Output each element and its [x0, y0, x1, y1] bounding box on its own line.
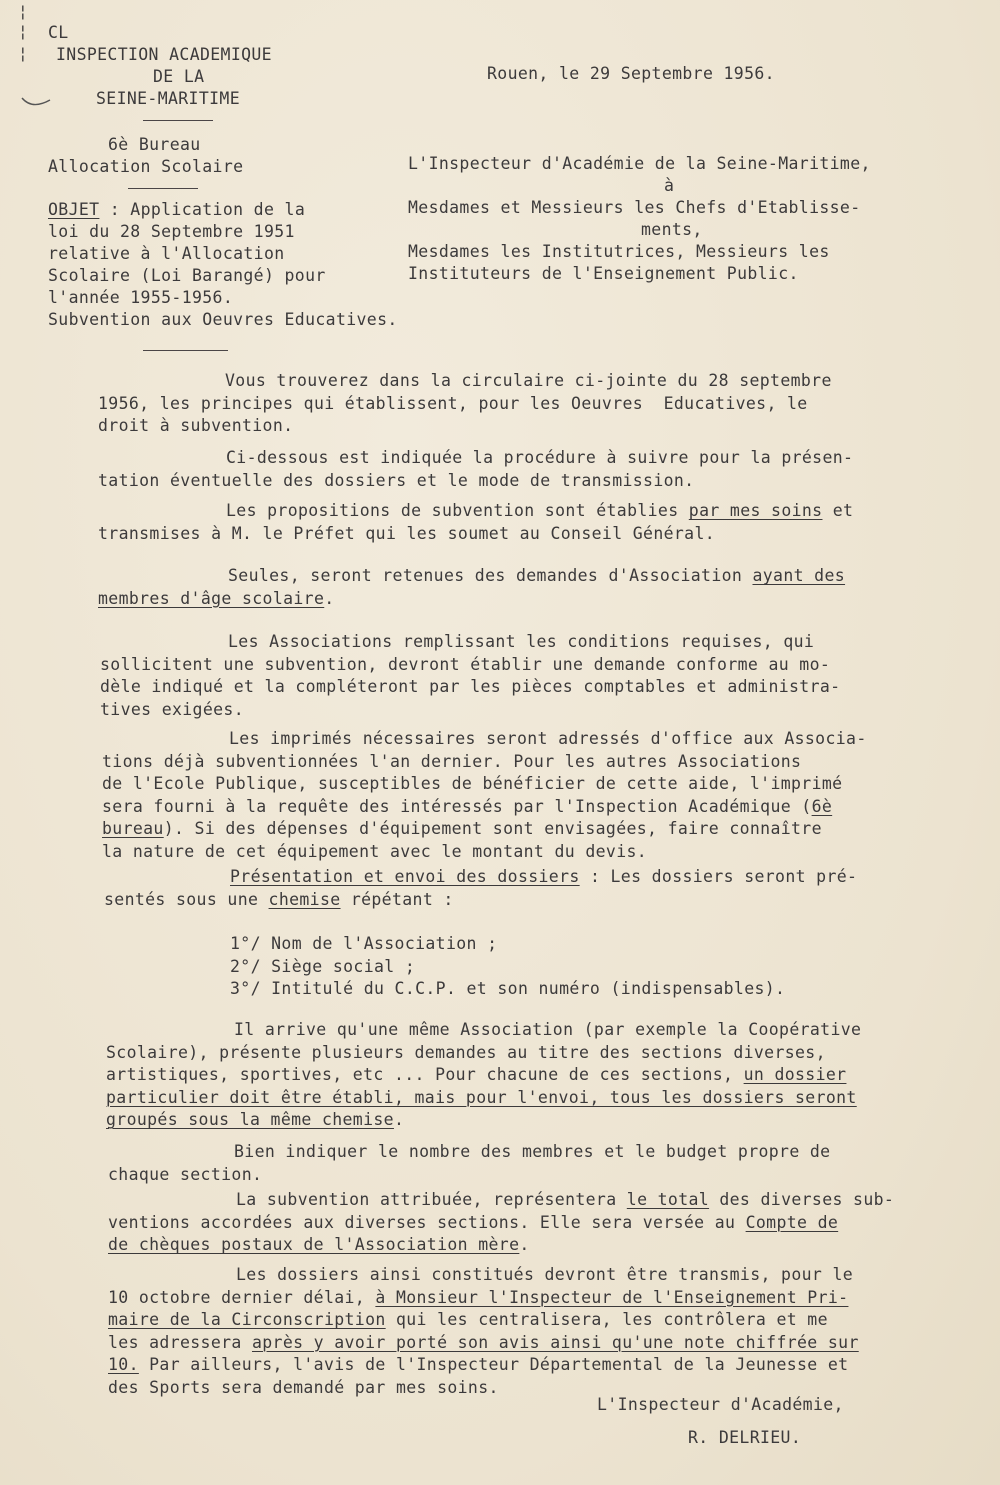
- objet-label: OBJET: [48, 200, 100, 219]
- divider: [143, 350, 228, 351]
- objet-line1: OBJET : Application de la: [48, 200, 306, 219]
- requirements-list: [230, 933, 785, 1001]
- paragraph-7: Présentation et envoi des dossiers : Les dossiers seront pré- sentés sous une chemise répétant :: [104, 867, 858, 909]
- paragraph-8: Il arrive qu'une même Association (par exemple la Coopérative Scolaire), présente plusieurs demandes au titre des sections diverses, artistiques, sportives, etc ... Pour chacune de ces sections, un dossier particulier doit être établi, mais pour l'envoi, tous les dossiers seront groupés sous la même chemise.: [106, 1020, 862, 1129]
- list-item: 3°/ Intitulé du C.C.P. et son numéro (indispensables).: [230, 979, 786, 998]
- objet-line6: Subvention aux Oeuvres Educatives.: [48, 310, 398, 329]
- objet-line2: loi du 28 Septembre 1951: [48, 222, 295, 241]
- paragraph-3: Les propositions de subvention sont établies par mes soins et transmises à M. le Préfet qui les soumet au Conseil Général.: [98, 501, 854, 543]
- department-label: Allocation Scolaire: [48, 157, 244, 176]
- recipient-line4: Instituteurs de l'Enseignement Public.: [408, 264, 799, 283]
- recipient-line3: Mesdames les Institutrices, Messieurs les: [408, 242, 830, 261]
- paragraph-11: Les dossiers ainsi constitués devront être transmis, pour le 10 octobre dernier délai, à Monsieur l'Inspecteur de l'Enseignement Pri- maire de la Circonscription qui les centralisera, les contrôlera et me les adressera après y avoir porté son avis ainsi qu'une note chiffrée sur 10. Par ailleurs, l'avis de l'Inspecteur Départemental de la Jeunesse et des Sports sera demandé par mes soins.: [108, 1265, 859, 1397]
- margin-mark: ¦: [18, 2, 28, 21]
- paragraph-9: Bien indiquer le nombre des membres et le budget propre de chaque section.: [108, 1142, 831, 1184]
- paragraph-5: Les Associations remplissant les conditions requises, qui sollicitent une subvention, devront établir une demande conforme au mo- dèle indiqué et la compléteront par les pièces comptables et administra- tives exigées.: [100, 632, 841, 719]
- paragraph-6: Les imprimés nécessaires seront adressés d'office aux Associa- tions déjà subventionnées l'an dernier. Pour les autres Associations de l'Ecole Publique, susceptibles de bénéficier de cette aide, l'imprimé sera fourni à la requête des intéressés par l'Inspection Académique (6è bureau). Si des dépenses d'équipement sont envisagées, faire connaître la nature de cet équipement avec le montant du devis.: [102, 729, 867, 861]
- bureau-label: 6è Bureau: [108, 135, 201, 154]
- objet-line4: Scolaire (Loi Barangé) pour: [48, 266, 326, 285]
- paragraph-10: La subvention attribuée, représentera le total des diverses sub- ventions accordées aux diverses sections. Elle sera versée au Compte de de chèques postaux de l'Association mère.: [108, 1190, 895, 1254]
- letterhead-line1: INSPECTION ACADEMIQUE: [56, 45, 272, 64]
- sender-line: L'Inspecteur d'Académie de la Seine-Maritime,: [408, 154, 871, 173]
- paragraph-4: Seules, seront retenues des demandes d'Association ayant des membres d'âge scolaire.: [98, 566, 846, 608]
- list-item: 2°/ Siège social ;: [230, 956, 416, 976]
- margin-mark: ¦: [18, 22, 28, 41]
- signature-title: L'Inspecteur d'Académie,: [597, 1395, 844, 1414]
- divider: [143, 120, 213, 121]
- list-item: 1°/ Nom de l'Association ;: [230, 934, 498, 953]
- letterhead-line2: DE LA: [153, 67, 205, 86]
- objet-line5: l'année 1955-1956.: [48, 288, 234, 307]
- divider: [128, 188, 198, 189]
- paragraph-2: Ci-dessous est indiquée la procédure à suivre pour la présen- tation éventuelle des dossiers et le mode de transmission.: [98, 448, 854, 490]
- annotation-initials: CL: [48, 23, 69, 42]
- paragraph-1: Vous trouverez dans la circulaire ci-jointe du 28 septembre 1956, les principes qui établissent, pour les Oeuvres Educatives, le droit à subvention.: [98, 371, 832, 435]
- letterhead-line3: SEINE-MARITIME: [96, 89, 240, 108]
- hole-punch-mark: [20, 94, 54, 112]
- recipient-a: à: [664, 176, 675, 195]
- margin-mark: ¦: [18, 44, 28, 63]
- recipient-line1: Mesdames et Messieurs les Chefs d'Etablisse-: [408, 198, 861, 217]
- recipient-line2: ments,: [641, 220, 703, 239]
- place-date: Rouen, le 29 Septembre 1956.: [487, 64, 775, 83]
- objet-line3: relative à l'Allocation: [48, 244, 285, 263]
- signature-name: R. DELRIEU.: [688, 1428, 802, 1447]
